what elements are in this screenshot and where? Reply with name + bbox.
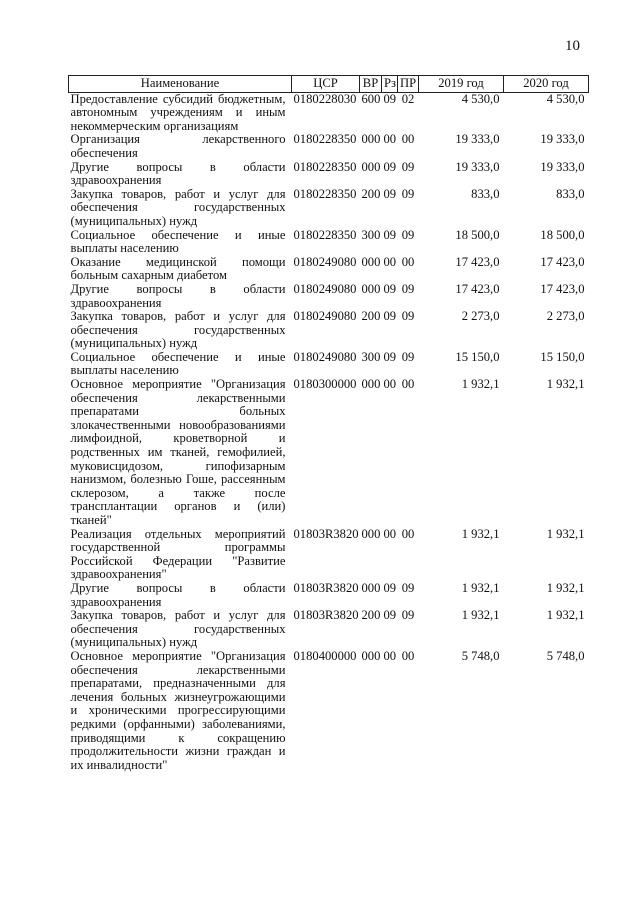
row-csr: 0180228350 xyxy=(293,186,357,201)
table-row xyxy=(69,133,589,160)
header-name: Наименование xyxy=(69,76,292,93)
row-csr: 0180249080 xyxy=(293,309,357,324)
table-row xyxy=(69,582,589,609)
row-2020: 1 932,1 xyxy=(546,377,585,392)
row-2019: 19 333,0 xyxy=(455,159,500,174)
row-2020: 19 333,0 xyxy=(540,159,585,174)
row-2020: 833,0 xyxy=(556,186,585,201)
header-pr: ПР xyxy=(398,76,419,93)
row-vr: 000 xyxy=(361,132,381,147)
table-row xyxy=(69,528,589,582)
row-rz: 00 xyxy=(383,526,397,541)
row-2020: 15 150,0 xyxy=(540,349,585,364)
row-pr: 00 xyxy=(401,648,415,663)
row-rz: 00 xyxy=(383,377,397,392)
row-2019: 18 500,0 xyxy=(455,227,500,242)
row-pr: 00 xyxy=(401,377,415,392)
row-2020: 17 423,0 xyxy=(540,254,585,269)
row-rz: 09 xyxy=(383,608,397,623)
table-row xyxy=(69,161,589,188)
row-2020: 18 500,0 xyxy=(540,227,585,242)
row-rz: 09 xyxy=(383,91,397,106)
row-pr: 09 xyxy=(401,309,415,324)
row-2019: 2 273,0 xyxy=(461,309,500,324)
table-header-row xyxy=(69,76,589,93)
row-csr: 01803R3820 xyxy=(293,526,359,541)
row-pr: 09 xyxy=(401,349,415,364)
table-row xyxy=(69,351,589,378)
row-name: Другие вопросы в области здравоохранения xyxy=(70,281,286,310)
row-2020: 19 333,0 xyxy=(540,132,585,147)
row-2019: 1 932,1 xyxy=(461,377,500,392)
page-number: 10 xyxy=(565,38,580,54)
row-2019: 1 932,1 xyxy=(461,608,500,623)
row-csr: 0180249080 xyxy=(293,254,357,269)
header-vr: ВР xyxy=(360,76,382,93)
row-name: Другие вопросы в области здравоохранения xyxy=(70,580,286,609)
row-vr: 000 xyxy=(361,281,381,296)
row-rz: 00 xyxy=(383,132,397,147)
row-name: Основное мероприятие "Организация обеспечения лекарственными препаратами больных злокачественными новообразованиями лимфоидной, кроветворной и родственных им тканей, гемофилией, муковисцидозом, гипофизарным нанизмом, болезнью Гоше, рассеянным склерозом, а также после трансплантации органов и (или) тканей" xyxy=(70,377,286,527)
row-2019: 1 932,1 xyxy=(461,526,500,541)
row-vr: 600 xyxy=(361,91,381,106)
table-row xyxy=(69,283,589,310)
row-rz: 00 xyxy=(383,254,397,269)
row-vr: 000 xyxy=(361,159,381,174)
row-2019: 4 530,0 xyxy=(461,91,500,106)
row-rz: 09 xyxy=(383,159,397,174)
table-body xyxy=(69,92,589,772)
row-vr: 000 xyxy=(361,580,381,595)
table-row xyxy=(69,650,589,772)
row-2020: 1 932,1 xyxy=(546,526,585,541)
row-csr: 0180228350 xyxy=(293,132,357,147)
row-2020: 17 423,0 xyxy=(540,281,585,296)
row-rz: 09 xyxy=(383,227,397,242)
row-vr: 000 xyxy=(361,648,381,663)
row-rz: 00 xyxy=(383,648,397,663)
row-vr: 000 xyxy=(361,526,381,541)
row-csr: 01803R3820 xyxy=(293,608,359,623)
table-row xyxy=(69,229,589,256)
table-row xyxy=(69,609,589,650)
row-2020: 1 932,1 xyxy=(546,608,585,623)
row-2019: 15 150,0 xyxy=(455,349,500,364)
row-name: Другие вопросы в области здравоохранения xyxy=(70,159,286,188)
row-pr: 09 xyxy=(401,186,415,201)
header-csr: ЦСР xyxy=(292,76,360,93)
row-name: Закупка товаров, работ и услуг для обеспечения государственных (муниципальных) нужд xyxy=(70,186,286,228)
table-row xyxy=(69,92,589,133)
row-pr: 09 xyxy=(401,608,415,623)
header-rz: Рз xyxy=(382,76,398,93)
row-name: Реализация отдельных мероприятий государственной программы Российской Федерации "Развитие здравоохранения" xyxy=(70,526,286,582)
row-csr: 01803R3820 xyxy=(293,580,359,595)
row-pr: 00 xyxy=(401,254,415,269)
row-csr: 0180400000 xyxy=(293,648,357,663)
row-pr: 09 xyxy=(401,281,415,296)
row-pr: 02 xyxy=(401,91,415,106)
row-csr: 0180228350 xyxy=(293,227,357,242)
row-vr: 300 xyxy=(361,349,381,364)
row-csr: 0180228030 xyxy=(293,91,357,106)
row-vr: 000 xyxy=(361,377,381,392)
row-vr: 000 xyxy=(361,254,381,269)
row-pr: 00 xyxy=(401,132,415,147)
row-rz: 09 xyxy=(383,309,397,324)
row-name: Предоставление субсидий бюджетным, автономным учреждениям и иным некоммерческим организациям xyxy=(70,91,286,133)
row-2019: 17 423,0 xyxy=(455,254,500,269)
row-vr: 200 xyxy=(361,608,381,623)
row-rz: 09 xyxy=(383,349,397,364)
row-vr: 200 xyxy=(361,186,381,201)
row-2019: 19 333,0 xyxy=(455,132,500,147)
row-name: Оказание медицинской помощи больным сахарным диабетом xyxy=(70,254,286,283)
table-row xyxy=(69,256,589,283)
row-rz: 09 xyxy=(383,580,397,595)
row-2020: 2 273,0 xyxy=(546,309,585,324)
row-csr: 0180228350 xyxy=(293,159,357,174)
row-2019: 17 423,0 xyxy=(455,281,500,296)
row-vr: 300 xyxy=(361,227,381,242)
row-vr: 200 xyxy=(361,309,381,324)
row-pr: 00 xyxy=(401,526,415,541)
row-pr: 09 xyxy=(401,159,415,174)
budget-table xyxy=(68,75,589,772)
row-2020: 5 748,0 xyxy=(546,648,585,663)
header-2019: 2019 год xyxy=(419,76,504,93)
row-rz: 09 xyxy=(383,281,397,296)
row-csr: 0180300000 xyxy=(293,377,357,392)
table-row xyxy=(69,310,589,351)
row-name: Закупка товаров, работ и услуг для обеспечения государственных (муниципальных) нужд xyxy=(70,608,286,650)
header-2020: 2020 год xyxy=(504,76,589,93)
row-2020: 1 932,1 xyxy=(546,580,585,595)
row-name: Социальное обеспечение и иные выплаты населению xyxy=(70,227,286,256)
row-rz: 09 xyxy=(383,186,397,201)
row-pr: 09 xyxy=(401,580,415,595)
table-row xyxy=(69,378,589,528)
row-pr: 09 xyxy=(401,227,415,242)
row-2019: 5 748,0 xyxy=(461,648,500,663)
table-row xyxy=(69,188,589,229)
row-2020: 4 530,0 xyxy=(546,91,585,106)
row-2019: 1 932,1 xyxy=(461,580,500,595)
row-name: Организация лекарственного обеспечения xyxy=(70,132,286,160)
row-csr: 0180249080 xyxy=(293,349,357,364)
row-name: Закупка товаров, работ и услуг для обеспечения государственных (муниципальных) нужд xyxy=(70,309,286,351)
row-2019: 833,0 xyxy=(471,186,500,201)
row-name: Основное мероприятие "Организация обеспечения лекарственными препаратами, предназначенными для лечения больных жизнеугрожающими и хроническими прогрессирующими редкими (орфанными) заболеваниями, приводящими к сокращению продолжительности жизни граждан и их инвалидности" xyxy=(70,648,286,772)
row-csr: 0180249080 xyxy=(293,281,357,296)
row-name: Социальное обеспечение и иные выплаты населению xyxy=(70,349,286,378)
